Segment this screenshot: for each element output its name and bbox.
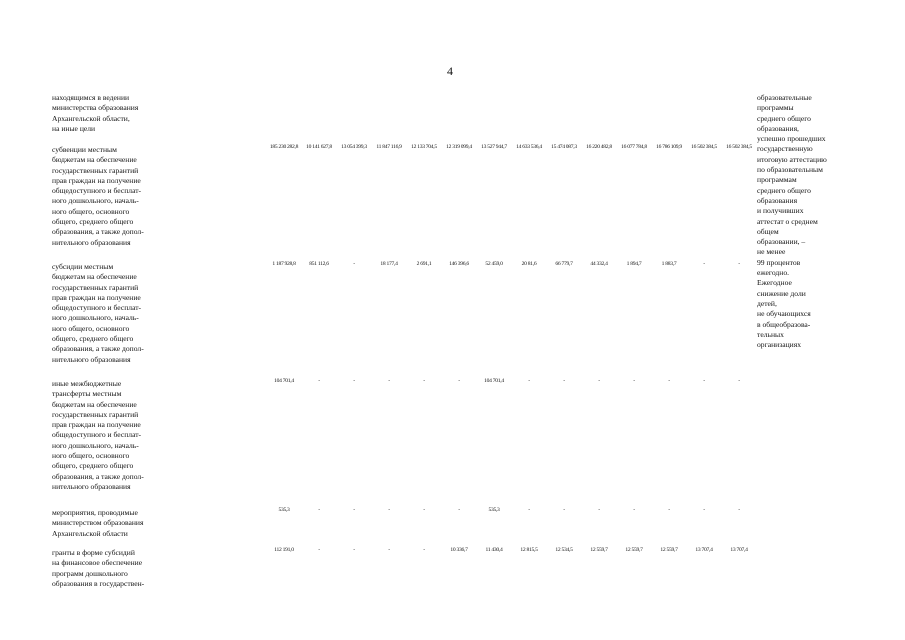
value-year: 16 502 384,5 — [726, 144, 752, 150]
value-year: 12 133 704,5 — [411, 144, 437, 150]
value-year: - — [388, 507, 390, 513]
row-values-subsidies — [0, 261, 760, 271]
value-year: 20 81,6 — [521, 261, 537, 267]
value-year: - — [528, 507, 530, 513]
row-label-other-purposes: находящимся в ведении министерства образования Архангельской области, на иные цели — [52, 93, 139, 133]
value-year: - — [353, 507, 355, 513]
row-label-grants: гранты в форме субсидий на финансовое обеспечение программ дошкольного образования в государствен- — [52, 548, 145, 588]
value-total: 112 191,0 — [274, 547, 294, 553]
value-total: 535,3 — [278, 507, 290, 513]
row-values-interbudget-transfers — [0, 378, 760, 388]
value-year: 18 177,4 — [380, 261, 398, 267]
value-year: - — [703, 507, 705, 513]
value-year: - — [388, 378, 390, 384]
value-year: - — [563, 507, 565, 513]
value-year: - — [423, 507, 425, 513]
value-year: - — [458, 378, 460, 384]
value-year: 12 559,7 — [625, 547, 643, 553]
value-year: 44 332,4 — [590, 261, 608, 267]
value-year: - — [353, 547, 355, 553]
value-year: 1 883,7 — [661, 261, 677, 267]
value-year: - — [668, 378, 670, 384]
value-year: - — [423, 547, 425, 553]
value-year: 13 527 944,7 — [481, 144, 507, 150]
value-total: 185 230 282,8 — [269, 144, 299, 150]
value-year: 16 502 384,5 — [691, 144, 717, 150]
value-year: 146 396,6 — [449, 261, 469, 267]
row-values-grants — [0, 547, 760, 557]
row-label-subventions: субвенции местным бюджетам на обеспечение государственных гарантий прав граждан на получение общедоступного и бесплат- ного дошкольного, началь- ного общего, основного общего, среднего общего образования, а также допол- нительного образования — [52, 145, 144, 247]
value-year: - — [318, 507, 320, 513]
page-number: 4 — [447, 64, 453, 78]
value-year: 1 894,7 — [626, 261, 642, 267]
value-year: 104 701,4 — [484, 378, 504, 384]
value-year: 52 459,0 — [485, 261, 503, 267]
value-year: - — [598, 378, 600, 384]
value-year: - — [633, 378, 635, 384]
value-year: - — [633, 507, 635, 513]
value-year: 16 220 482,8 — [586, 144, 612, 150]
row-values-subventions — [0, 144, 760, 154]
value-year: - — [703, 378, 705, 384]
value-year: 13 707,4 — [730, 547, 748, 553]
value-year: - — [598, 507, 600, 513]
value-year: - — [703, 261, 705, 267]
row-values-ministry-events — [0, 507, 760, 517]
value-year: 11 847 116,9 — [376, 144, 402, 150]
value-year: 10 141 627,8 — [306, 144, 332, 150]
value-year: - — [423, 378, 425, 384]
row-label-interbudget-transfers: иные межбюджетные трансферты местным бюджетам на обеспечение государственных гарантий прав граждан на получение общедоступного и бесплат- ного дошкольного, началь- ного общего, основного общего, среднего общего образования, а также допол- нительного образования — [52, 379, 144, 491]
value-year: 14 633 536,4 — [516, 144, 542, 150]
value-year: 13 054 399,3 — [341, 144, 367, 150]
row-label-subsidies: субсидии местным бюджетам на обеспечение государственных гарантий прав граждан на получение общедоступного и бесплат- ного дошкольного, началь- ного общего, основного общего, среднего общего образования, а также допол- нительного образования — [52, 262, 144, 364]
value-year: 12 534,5 — [555, 547, 573, 553]
row-label-ministry-events: мероприятия, проводимые министерством образования Архангельской области — [52, 508, 144, 538]
value-year: 13 707,4 — [695, 547, 713, 553]
value-year: - — [738, 378, 740, 384]
value-year: 12 559,7 — [590, 547, 608, 553]
value-year: 15 474 087,3 — [551, 144, 577, 150]
value-year: 16 077 784,8 — [621, 144, 647, 150]
value-year: 12 815,5 — [520, 547, 538, 553]
value-year: 11 430,4 — [485, 547, 503, 553]
value-year: - — [458, 507, 460, 513]
value-year: 851 112,6 — [309, 261, 329, 267]
value-year: - — [318, 378, 320, 384]
value-total: 1 187 928,8 — [272, 261, 296, 267]
value-year: 16 786 109,9 — [656, 144, 682, 150]
value-year: - — [738, 507, 740, 513]
value-year: - — [528, 378, 530, 384]
value-year: - — [388, 547, 390, 553]
value-year: 2 691,1 — [416, 261, 432, 267]
value-year: - — [353, 378, 355, 384]
value-year: - — [318, 547, 320, 553]
expected-results-text: образовательные программы среднего общего образования, успешно прошедших государственную итоговую аттестацию по образовательным программам среднего общего образования и получивших аттестат о среднем общем образовании, – не менее 99 процентов ежегодно. Ежегодное снижение доли детей, не обучающихся в общеобразова- тельных организациях — [757, 93, 827, 350]
value-year: - — [668, 507, 670, 513]
value-year: - — [738, 261, 740, 267]
value-year: 12 319 099,4 — [446, 144, 472, 150]
value-year: - — [563, 378, 565, 384]
value-year: 66 779,7 — [555, 261, 573, 267]
value-year: 535,3 — [488, 507, 500, 513]
value-year: 12 559,7 — [660, 547, 678, 553]
value-total: 104 701,4 — [274, 378, 294, 384]
value-year: 10 336,7 — [450, 547, 468, 553]
value-year: - — [353, 261, 355, 267]
